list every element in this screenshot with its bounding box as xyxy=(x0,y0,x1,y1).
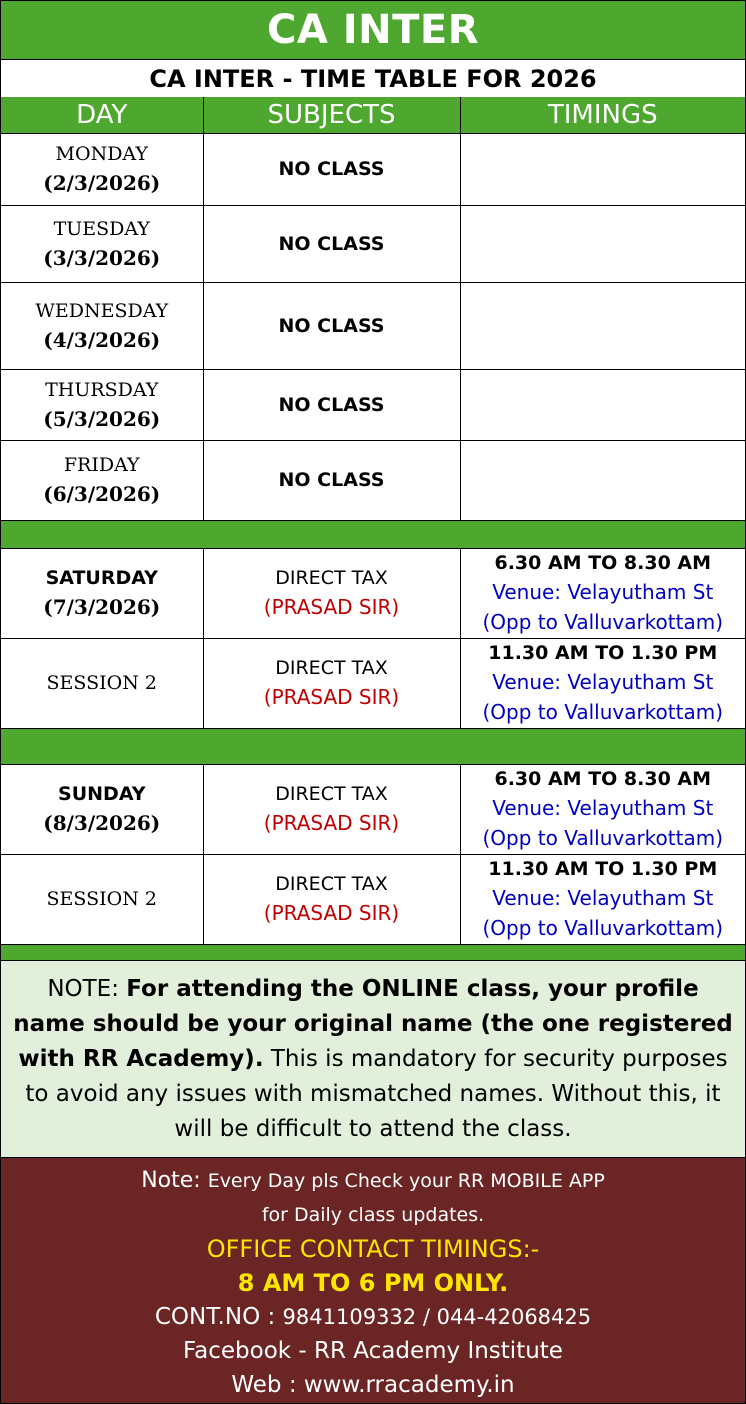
session-label: SESSION 2 xyxy=(46,672,157,694)
class-time: 6.30 AM TO 8.30 AM xyxy=(494,768,712,790)
day-cell xyxy=(1,206,203,283)
timing-cell xyxy=(460,134,745,206)
contact-label: CONT.NO : xyxy=(154,1304,283,1330)
table-row-thursday xyxy=(1,370,745,441)
day-cell xyxy=(1,765,203,855)
divider-cell xyxy=(1,521,745,549)
column-header-subjects: SUBJECTS xyxy=(203,97,460,134)
venue-line-1: Venue: Velayutham St xyxy=(492,886,714,910)
subject-name: DIRECT TAX xyxy=(275,873,388,895)
table-row-monday xyxy=(1,134,745,206)
subject-cell xyxy=(203,549,460,639)
page-title-text: CA INTER xyxy=(266,7,479,53)
timing-cell xyxy=(460,283,745,370)
class-time: 11.30 AM TO 1.30 PM xyxy=(488,642,718,664)
page-subtitle-text: CA INTER - TIME TABLE FOR 2026 xyxy=(149,64,597,93)
office-hours: 8 AM TO 6 PM ONLY. xyxy=(237,1269,509,1297)
divider-cell xyxy=(1,729,745,765)
teacher-name: (PRASAD SIR) xyxy=(263,811,400,835)
subject-cell: NO CLASS xyxy=(203,441,460,521)
green-divider-row xyxy=(1,521,745,549)
venue-line-2: (Opp to Valluvarkottam) xyxy=(482,610,724,634)
page-subtitle xyxy=(1,60,745,98)
website-link[interactable]: Web : www.rracademy.in xyxy=(231,1372,515,1398)
table-row-wednesday xyxy=(1,283,745,370)
day-name: MONDAY xyxy=(55,143,148,165)
day-name: SUNDAY xyxy=(58,783,146,805)
note-prefix: NOTE: xyxy=(47,975,127,1002)
column-header-timings: TIMINGS xyxy=(460,97,745,134)
footer-note-text: Every Day pls Check your RR MOBILE APP xyxy=(207,1170,605,1192)
day-cell xyxy=(1,370,203,441)
footer-note-line-2: for Daily class updates. xyxy=(261,1204,485,1226)
session-label-cell xyxy=(1,639,203,729)
day-name: SATURDAY xyxy=(45,567,158,589)
day-date: (4/3/2026) xyxy=(43,327,161,352)
day-name: WEDNESDAY xyxy=(35,299,169,322)
day-cell xyxy=(1,283,203,370)
subject-cell xyxy=(203,765,460,855)
contact-footer xyxy=(1,1158,745,1403)
page-title xyxy=(1,1,745,60)
timing-cell xyxy=(460,206,745,283)
venue-line-2: (Opp to Valluvarkottam) xyxy=(482,700,724,724)
footer-note-line-1 xyxy=(1,1164,745,1198)
day-date: (6/3/2026) xyxy=(43,482,161,506)
timing-cell xyxy=(460,370,745,441)
day-name: THURSDAY xyxy=(45,378,159,401)
table-row-saturday-session-1 xyxy=(1,549,745,639)
day-cell xyxy=(1,549,203,639)
subject-name: DIRECT TAX xyxy=(275,657,388,679)
subject-name: DIRECT TAX xyxy=(275,783,388,805)
timetable xyxy=(1,97,745,973)
teacher-name: (PRASAD SIR) xyxy=(263,685,400,709)
table-header-row xyxy=(1,97,745,134)
timing-cell xyxy=(460,549,745,639)
footer-note-label: Note: xyxy=(141,1168,208,1193)
day-date: (3/3/2026) xyxy=(43,245,161,270)
contact-numbers xyxy=(1,1300,745,1334)
table-row-saturday-session-2 xyxy=(1,639,745,729)
class-time: 11.30 AM TO 1.30 PM xyxy=(488,858,718,880)
contact-number-values: 9841109332 / 044-42068425 xyxy=(282,1305,592,1329)
note-bold-text: For attending the ONLINE class, your profile name should be your original name (the one registered with RR Academy). xyxy=(13,975,733,1072)
class-time: 6.30 AM TO 8.30 AM xyxy=(494,552,712,574)
venue-line-2: (Opp to Valluvarkottam) xyxy=(482,916,724,940)
subject-cell: NO CLASS xyxy=(203,206,460,283)
subject-cell: NO CLASS xyxy=(203,370,460,441)
green-divider-row xyxy=(1,729,745,765)
day-cell xyxy=(1,134,203,206)
subject-cell: NO CLASS xyxy=(203,134,460,206)
teacher-name: (PRASAD SIR) xyxy=(263,595,400,619)
venue-line-1: Venue: Velayutham St xyxy=(492,670,714,694)
session-label: SESSION 2 xyxy=(46,888,157,910)
table-row-sunday-session-2 xyxy=(1,855,745,945)
subject-cell xyxy=(203,855,460,945)
venue-line-2: (Opp to Valluvarkottam) xyxy=(482,826,724,850)
venue-line-1: Venue: Velayutham St xyxy=(492,580,714,604)
timing-cell xyxy=(460,765,745,855)
table-row-tuesday xyxy=(1,206,745,283)
day-date: (2/3/2026) xyxy=(43,171,161,195)
session-label-cell xyxy=(1,855,203,945)
subject-name: DIRECT TAX xyxy=(275,567,388,589)
subject-cell xyxy=(203,639,460,729)
venue-line-1: Venue: Velayutham St xyxy=(492,796,714,820)
timing-cell xyxy=(460,855,745,945)
day-date: (5/3/2026) xyxy=(43,406,161,431)
online-class-note xyxy=(1,960,745,1158)
note-rest-text: This is mandatory for security purposes to avoid any issues with mismatched names. Without this, it will be difficult to attend the class. xyxy=(25,1045,728,1142)
timing-cell xyxy=(460,441,745,521)
day-cell xyxy=(1,441,203,521)
note-text xyxy=(1,972,745,1147)
table-row-friday xyxy=(1,441,745,521)
office-timings-title: OFFICE CONTACT TIMINGS:- xyxy=(206,1235,540,1263)
facebook-link[interactable]: Facebook - RR Academy Institute xyxy=(183,1338,563,1364)
day-name: TUESDAY xyxy=(53,217,150,240)
teacher-name: (PRASAD SIR) xyxy=(263,901,400,925)
day-date: (7/3/2026) xyxy=(43,595,161,619)
table-row-sunday-session-1 xyxy=(1,765,745,855)
column-header-day: DAY xyxy=(1,97,203,134)
day-name: FRIDAY xyxy=(63,454,140,476)
timing-cell xyxy=(460,639,745,729)
subject-cell: NO CLASS xyxy=(203,283,460,370)
day-date: (8/3/2026) xyxy=(43,811,161,835)
